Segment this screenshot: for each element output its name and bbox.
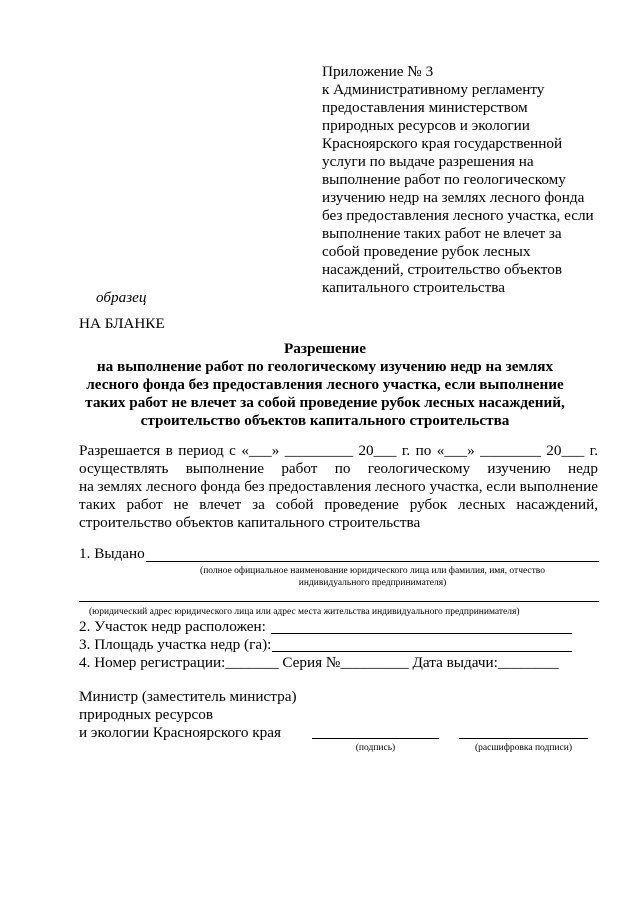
- title-line: строительство объектов капитального строительства: [140, 412, 510, 429]
- issued-hint-line: (полное официальное наименование юридического лица или фамилия, имя, отчество: [200, 566, 545, 576]
- signatory-line: природных ресурсов: [79, 706, 213, 723]
- appendix-line: предоставления министерством: [322, 99, 528, 116]
- plot-area-label: 3. Площадь участка недр (га):: [79, 636, 272, 653]
- appendix-line: собой проведение рубок лесных: [322, 243, 531, 260]
- paragraph-line: Разрешается в период с «___» _________ 20___ г. по «___» ________ 20___ г.: [79, 442, 598, 459]
- plot-location-line[interactable]: [271, 633, 572, 634]
- issued-hint: [146, 565, 599, 589]
- signature-decode-hint: (расшифровка подписи): [475, 743, 572, 753]
- paragraph-line: таких работ не влечет за собой проведение рубок лесных насаждений,: [79, 496, 598, 513]
- appendix-block: [322, 63, 594, 297]
- signature-decode-line[interactable]: [459, 738, 588, 739]
- address-hint: (юридический адрес юридического лица или адрес места жительства индивидуального предпринимателя): [89, 607, 520, 617]
- paragraph-line: на землях лесного фонда без предоставления лесного участка, если выполнение: [79, 478, 598, 495]
- appendix-line: выполнение таких работ не влечет за: [322, 225, 562, 242]
- appendix-line: изучению недр на землях лесного фонда: [322, 189, 585, 206]
- issued-hint-line: индивидуального предпринимателя): [298, 578, 447, 588]
- appendix-line: природных ресурсов и экологии: [322, 117, 530, 134]
- appendix-line: без предоставления лесного участка, если: [322, 207, 594, 224]
- title-line: Разрешение: [284, 340, 366, 357]
- appendix-line: Приложение № 3: [322, 63, 434, 80]
- plot-area-line[interactable]: [272, 651, 572, 652]
- title-line: лесного фонда без предоставления лесного участка, если выполнение: [86, 376, 564, 393]
- appendix-line: капитального строительства: [322, 279, 505, 296]
- permit-paragraph: [79, 442, 598, 532]
- signature-hint: (подпись): [355, 743, 396, 753]
- appendix-line: выполнение работ по геологическому: [322, 171, 566, 188]
- title-line: таких работ не влечет за собой проведение рубок лесных насаждений,: [85, 394, 565, 411]
- appendix-line: насаждений, строительство объектов: [322, 261, 562, 278]
- issued-label: 1. Выдано: [79, 545, 145, 562]
- signatory-block: [79, 688, 297, 742]
- title-line: на выполнение работ по геологическому изучению недр на землях: [96, 358, 554, 375]
- appendix-line: услуги по выдаче разрешения на: [322, 153, 534, 170]
- address-line[interactable]: [79, 601, 599, 602]
- signatory-line: Министр (заместитель министра): [79, 688, 297, 705]
- plot-location-label: 2. Участок недр расположен:: [79, 618, 266, 635]
- sample-label: образец: [96, 289, 147, 306]
- signatory-line: и экологии Красноярского края: [79, 724, 281, 741]
- paragraph-line: строительство объектов капитального строительства: [79, 514, 421, 531]
- signature-line[interactable]: [312, 738, 439, 739]
- registration-line: 4. Номер регистрации:_______ Серия №_________ Дата выдачи:________: [79, 654, 559, 671]
- paragraph-line: осуществлять выполнение работ по геологическому изучению недр: [79, 460, 598, 477]
- document-title: [60, 340, 590, 430]
- blank-label: НА БЛАНКЕ: [79, 315, 165, 332]
- appendix-line: к Административному регламенту: [322, 81, 545, 98]
- appendix-line: Красноярского края государственной: [322, 135, 563, 152]
- issued-line[interactable]: [146, 561, 599, 562]
